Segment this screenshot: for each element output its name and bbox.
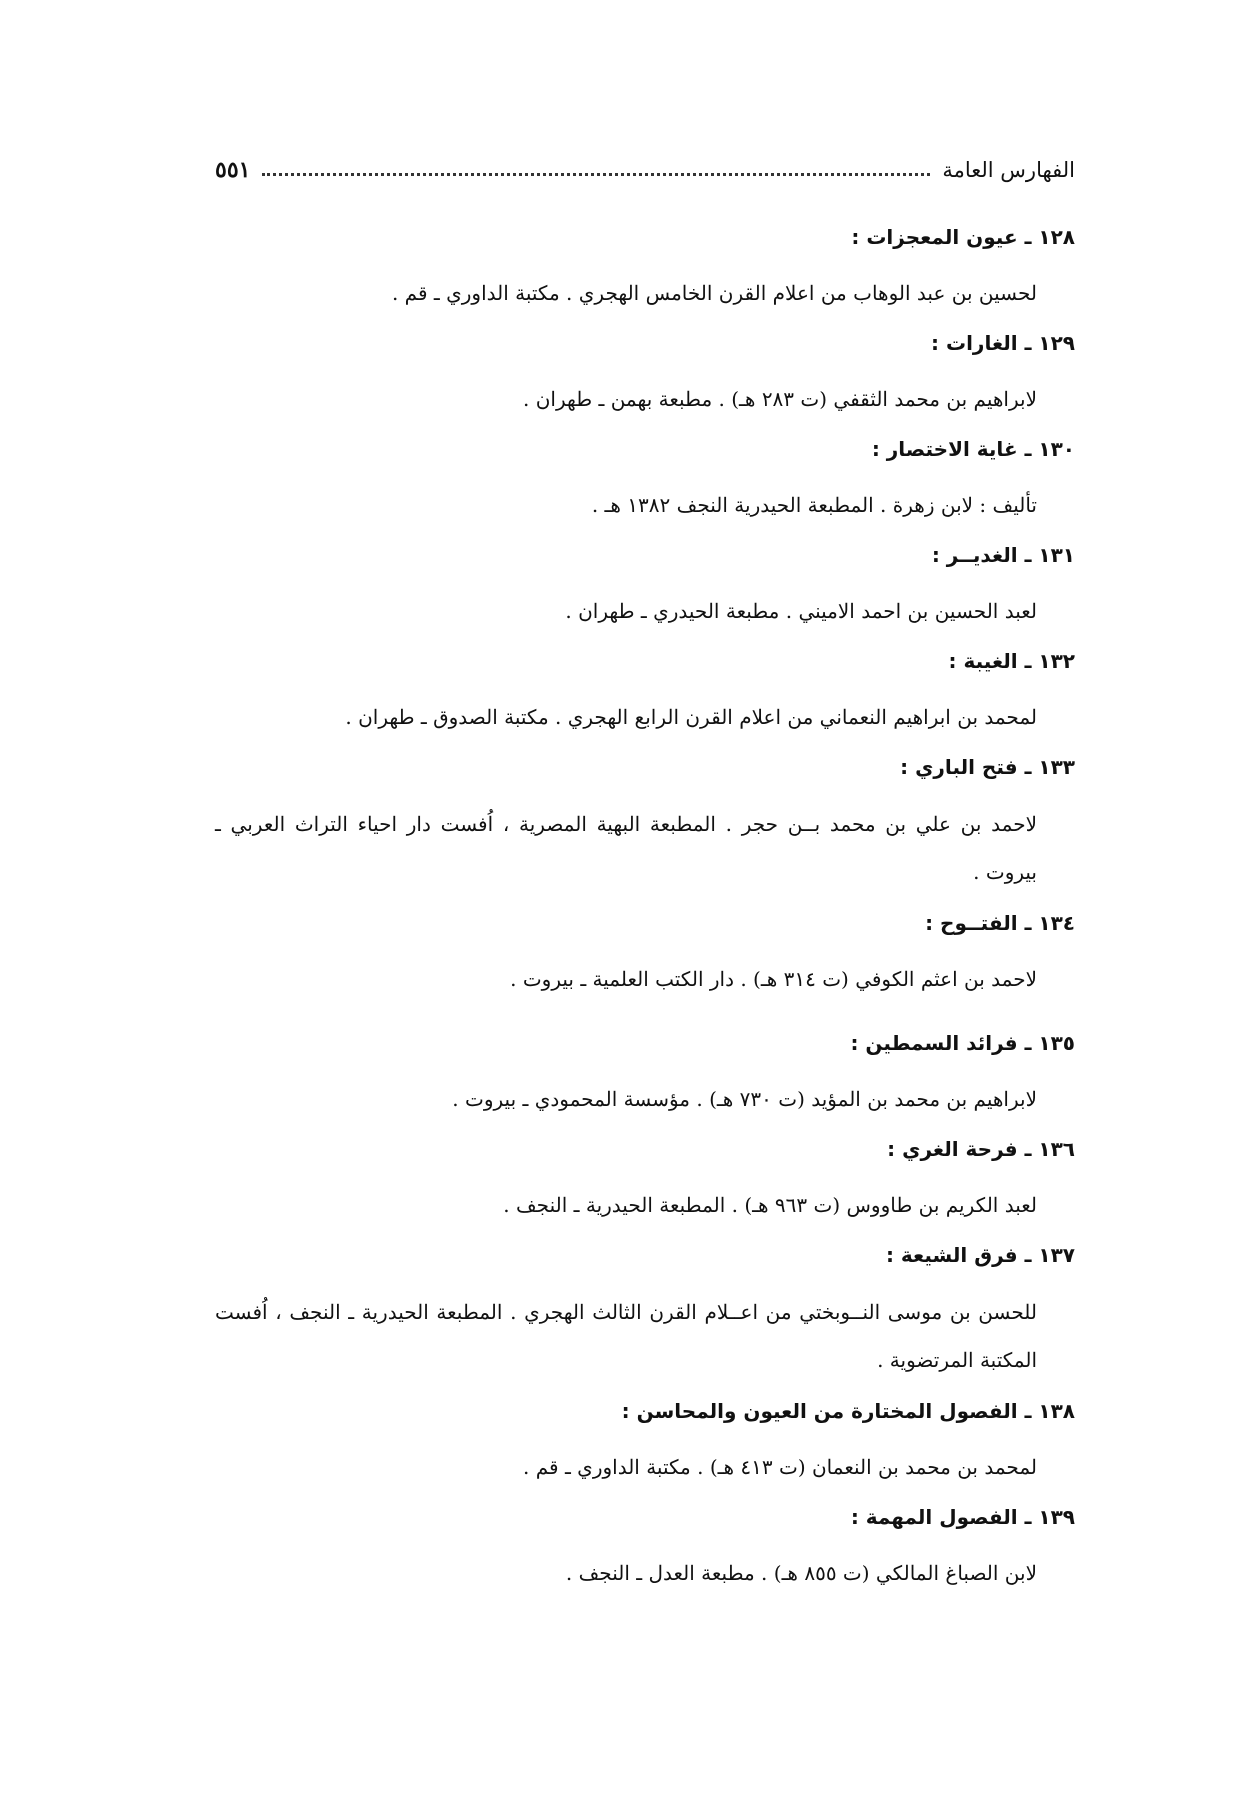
entry-description: لابراهيم بن محمد بن المؤيد (ت ٧٣٠ هـ) . مؤسسة المحمودي ـ بيروت . xyxy=(452,1087,1037,1111)
entry-description: لاحمد بن اعثم الكوفي (ت ٣١٤ هـ) . دار الكتب العلمية ـ بيروت . xyxy=(510,967,1037,991)
entry-description: تأليف : لابن زهرة . المطبعة الحيدرية النجف ١٣٨٢ هـ . xyxy=(591,493,1037,517)
header-dot-leader xyxy=(262,173,930,176)
bibliography-entry xyxy=(215,1502,1075,1596)
entry-title: ١٣٣ ـ فتح الباري : xyxy=(900,755,1075,779)
entry-title: ١٣١ ـ الغديــر : xyxy=(931,543,1075,567)
entry-title: ١٣٩ ـ الفصول المهمة : xyxy=(850,1505,1075,1529)
entry-title: ١٣٤ ـ الفتــوح : xyxy=(925,911,1075,935)
entry-description: للحسن بن موسى النــوبختي من اعــلام القرن الثالث الهجري . المطبعة الحيدرية ـ النجف ، اُفست المكتبة المرتضوية . xyxy=(215,1300,1037,1372)
running-header xyxy=(215,150,1075,190)
header-title: الفهارس العامة xyxy=(942,158,1075,182)
bibliography-entry xyxy=(215,328,1075,422)
bibliography-entry xyxy=(215,908,1075,1002)
bibliography-entry xyxy=(215,434,1075,528)
bibliography-entry xyxy=(215,222,1075,316)
page-number: ٥٥١ xyxy=(215,157,251,183)
entry-title: ١٣٠ ـ غاية الاختصار : xyxy=(871,437,1075,461)
bibliography-entry xyxy=(215,1028,1075,1122)
entry-title: ١٣٦ ـ فرحة الغري : xyxy=(887,1137,1075,1161)
bibliography-entry xyxy=(215,1134,1075,1228)
entry-description: لابراهيم بن محمد الثقفي (ت ٢٨٣ هـ) . مطبعة بهمن ـ طهران . xyxy=(523,387,1037,411)
bibliography-entry xyxy=(215,646,1075,740)
entry-title: ١٣٢ ـ الغيبة : xyxy=(948,649,1075,673)
entry-title: ١٣٧ ـ فرق الشيعة : xyxy=(885,1243,1075,1267)
entry-description: لمحمد بن محمد بن النعمان (ت ٤١٣ هـ) . مكتبة الداوري ـ قم . xyxy=(523,1455,1037,1479)
entry-title: ١٢٩ ـ الغارات : xyxy=(931,331,1075,355)
bibliography-entry xyxy=(215,1240,1075,1384)
entry-description: لحسين بن عبد الوهاب من اعلام القرن الخامس الهجري . مكتبة الداوري ـ قم . xyxy=(391,281,1037,305)
entry-description: لمحمد بن ابراهيم النعماني من اعلام القرن الرابع الهجري . مكتبة الصدوق ـ طهران . xyxy=(345,705,1037,729)
entry-title: ١٢٨ ـ عيون المعجزات : xyxy=(851,225,1075,249)
bibliography-list xyxy=(215,222,1075,1608)
entry-description: لعبد الحسين بن احمد الاميني . مطبعة الحيدري ـ طهران . xyxy=(565,599,1037,623)
entry-description: لعبد الكريم بن طاووس (ت ٩٦٣ هـ) . المطبعة الحيدرية ـ النجف . xyxy=(503,1193,1037,1217)
bibliography-entry xyxy=(215,752,1075,896)
entry-title: ١٣٥ ـ فرائد السمطين : xyxy=(850,1031,1075,1055)
bibliography-entry xyxy=(215,540,1075,634)
bibliography-entry xyxy=(215,1396,1075,1490)
entry-description: لاحمد بن علي بن محمد بــن حجر . المطبعة البهية المصرية ، اُفست دار احياء التراث العربي ـ بيروت . xyxy=(215,812,1037,884)
entry-title: ١٣٨ ـ الفصول المختارة من العيون والمحاسن : xyxy=(621,1399,1075,1423)
entry-description: لابن الصباغ المالكي (ت ٨٥٥ هـ) . مطبعة العدل ـ النجف . xyxy=(565,1561,1037,1585)
